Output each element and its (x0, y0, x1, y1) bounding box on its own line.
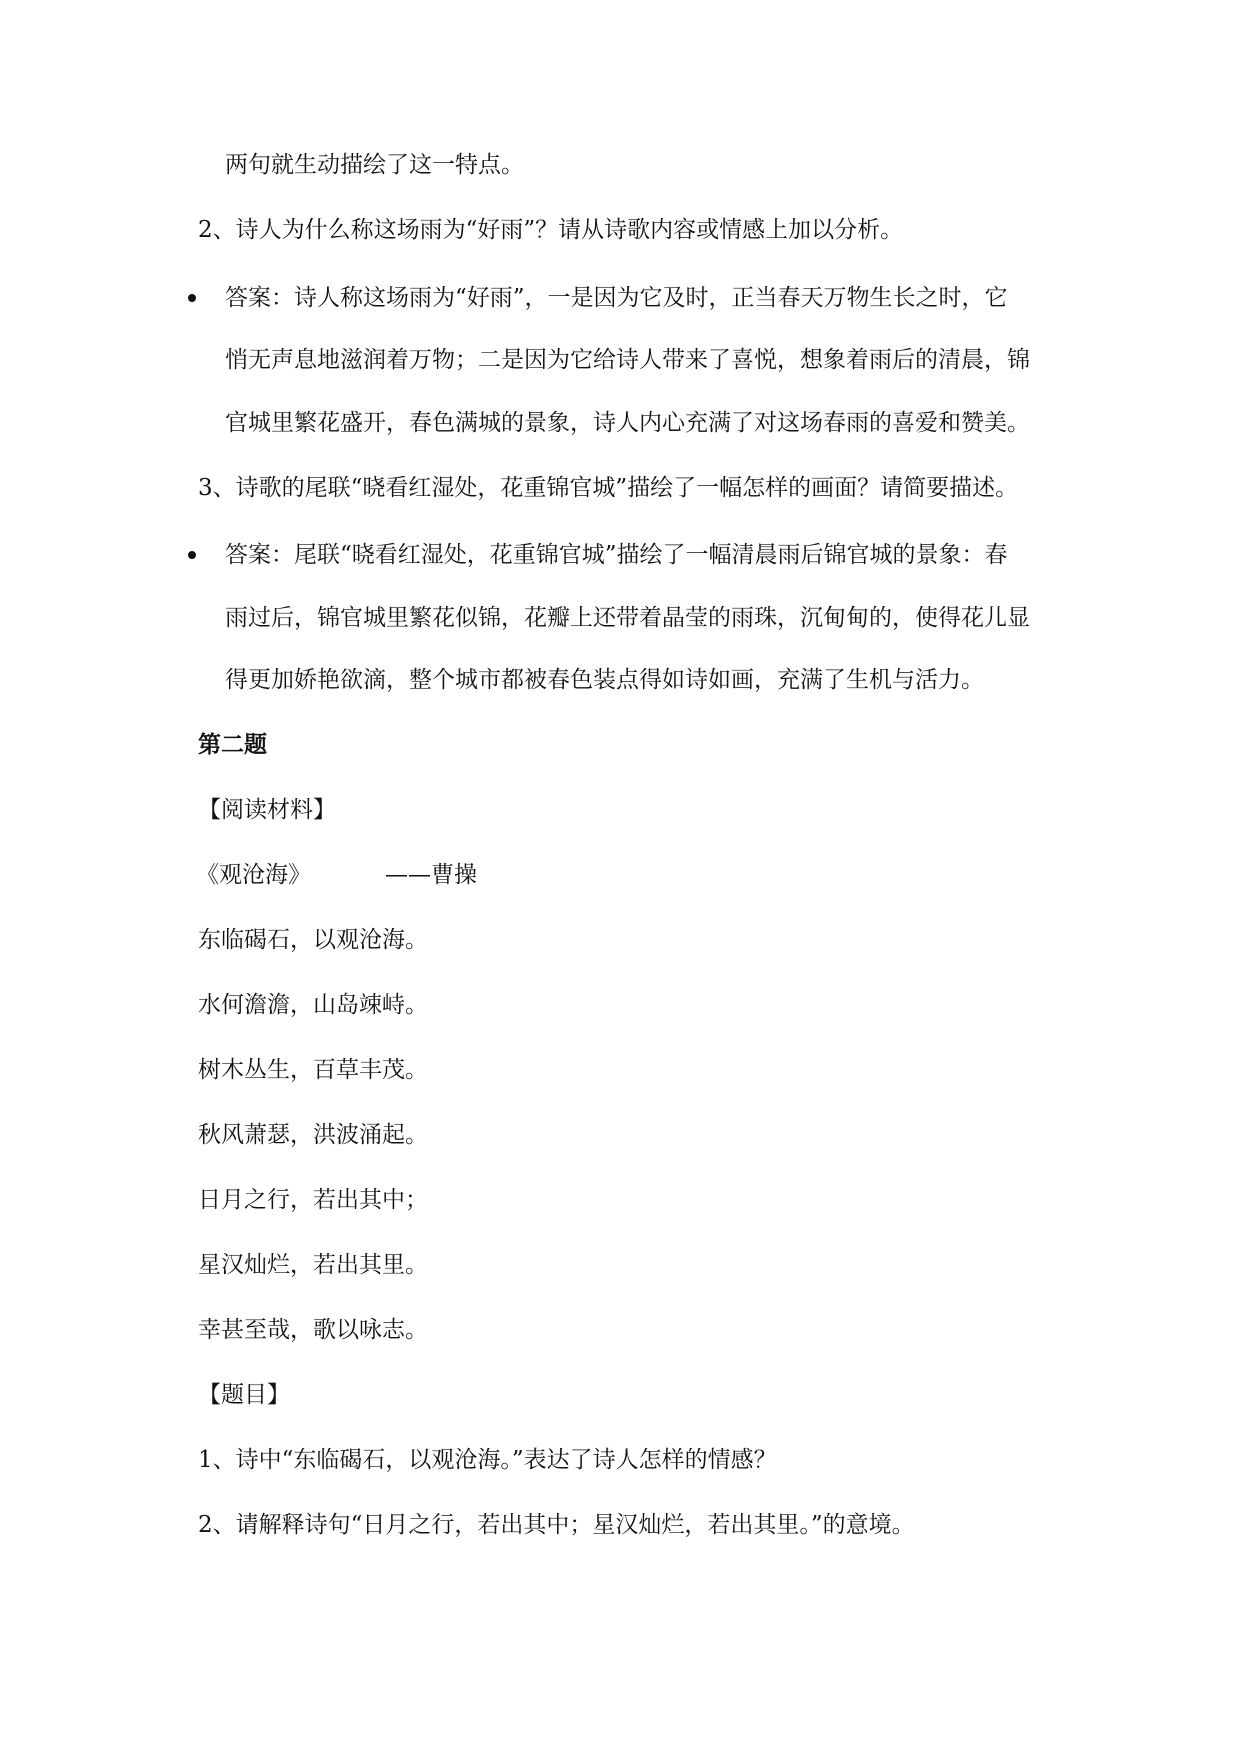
question-2-text: 2、诗人为什么称这场雨为“好雨”？请从诗歌内容或情感上加以分析。 (198, 217, 904, 243)
questions-label: 【题目】 (198, 1382, 290, 1408)
answer-2-line-3: 官城里繁花盛开，春色满城的景象，诗人内心充满了对这场春雨的喜爱和赞美。 (225, 410, 1030, 436)
reading-material-label: 【阅读材料】 (198, 797, 336, 823)
poem-line: 幸甚至哉，歌以咏志。 (198, 1317, 428, 1343)
bullet-dot (188, 551, 196, 559)
answer-2-line-2: 悄无声息地滋润着万物；二是因为它给诗人带来了喜悦，想象着雨后的清晨，锦 (225, 347, 1030, 373)
question-2b-text: 2、请解释诗句“日月之行，若出其中；星汉灿烂，若出其里。”的意境。 (198, 1512, 915, 1538)
answer-3-line-2: 雨过后，锦官城里繁花似锦，花瓣上还带着晶莹的雨珠，沉甸甸的，使得花儿显 (225, 605, 1030, 631)
answer-3-line-3: 得更加娇艳欲滴，整个城市都被春色装点得如诗如画，充满了生机与活力。 (225, 667, 984, 693)
bullet-dot (188, 294, 196, 302)
poem-line: 水何澹澹，山岛竦峙。 (198, 992, 428, 1018)
poem-line: 东临碣石，以观沧海。 (198, 927, 428, 953)
poem-line: 秋风萧瑟，洪波涌起。 (198, 1122, 428, 1148)
question-1-text: 1、诗中“东临碣石，以观沧海。”表达了诗人怎样的情感？ (198, 1447, 777, 1473)
poem-line: 树木丛生，百草丰茂。 (198, 1057, 428, 1083)
answer-continuation-line: 两句就生动描绘了这一特点。 (225, 152, 524, 178)
poem-author: ——曹操 (385, 862, 477, 888)
poem-line: 日月之行，若出其中； (198, 1187, 428, 1213)
question-3-text: 3、诗歌的尾联“晓看红湿处，花重锦官城”描绘了一幅怎样的画面？请简要描述。 (198, 475, 1019, 501)
answer-3-line-1: 答案：尾联“晓看红湿处，花重锦官城”描绘了一幅清晨雨后锦官城的景象：春 (225, 542, 1008, 568)
section-heading: 第二题 (198, 731, 267, 758)
poem-line: 星汉灿烂，若出其里。 (198, 1252, 428, 1278)
poem-title: 《观沧海》 (196, 862, 311, 888)
answer-2-line-1: 答案：诗人称这场雨为“好雨”，一是因为它及时，正当春天万物生长之时，它 (225, 285, 1008, 311)
